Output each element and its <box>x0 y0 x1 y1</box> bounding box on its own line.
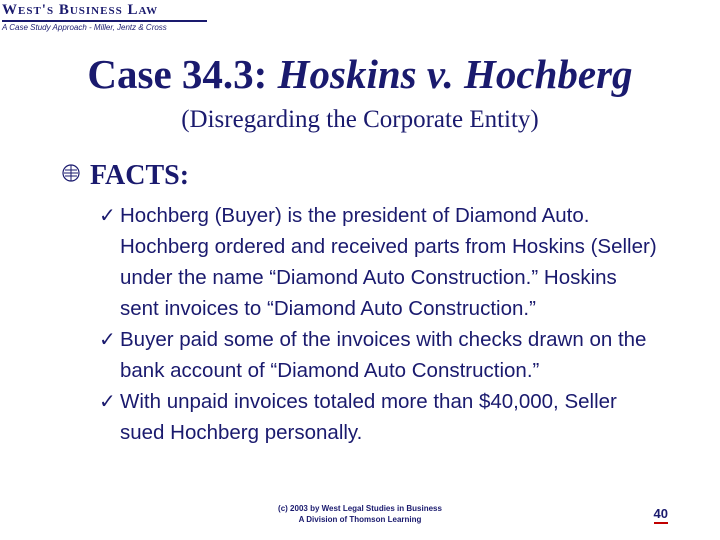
brand-title: West's Business Law <box>2 2 159 18</box>
page-number: 40 <box>654 506 668 524</box>
fact-item <box>99 386 659 448</box>
fact-text: With unpaid invoices totaled more than $40,000, Seller sued Hochberg personally. <box>120 390 617 444</box>
slide-subtitle: (Disregarding the Corporate Entity) <box>181 106 539 133</box>
copyright-line: (c) 2003 by West Legal Studies in Business <box>278 504 442 513</box>
fact-item <box>99 324 659 386</box>
check-icon: ✓ <box>99 327 116 351</box>
brand-divider <box>2 20 207 22</box>
fact-text: Buyer paid some of the invoices with checks drawn on the bank account of “Diamond Auto Construction.” <box>120 328 647 382</box>
publisher-line: A Division of Thomson Learning <box>298 515 422 524</box>
brand-logo <box>2 2 210 32</box>
facts-heading: FACTS: <box>90 160 190 191</box>
bullet-icon <box>61 163 81 183</box>
title-prefix: Case 34.3: <box>87 51 278 97</box>
check-icon: ✓ <box>99 389 116 413</box>
brand-subtitle: A Case Study Approach - Miller, Jentz & Cross <box>2 23 167 32</box>
facts-list <box>99 200 659 448</box>
fact-item <box>99 200 659 324</box>
fact-text: Hochberg (Buyer) is the president of Diamond Auto. Hochberg ordered and received parts from Hoskins (Seller) under the name “Diamond Auto Construction.” Hoskins sent invoices to “Diamond Auto Construction.” <box>120 204 657 320</box>
copyright-footer <box>0 503 720 525</box>
check-icon: ✓ <box>99 203 116 227</box>
slide-title <box>0 50 720 98</box>
title-case-name: Hoskins v. Hochberg <box>277 51 633 97</box>
